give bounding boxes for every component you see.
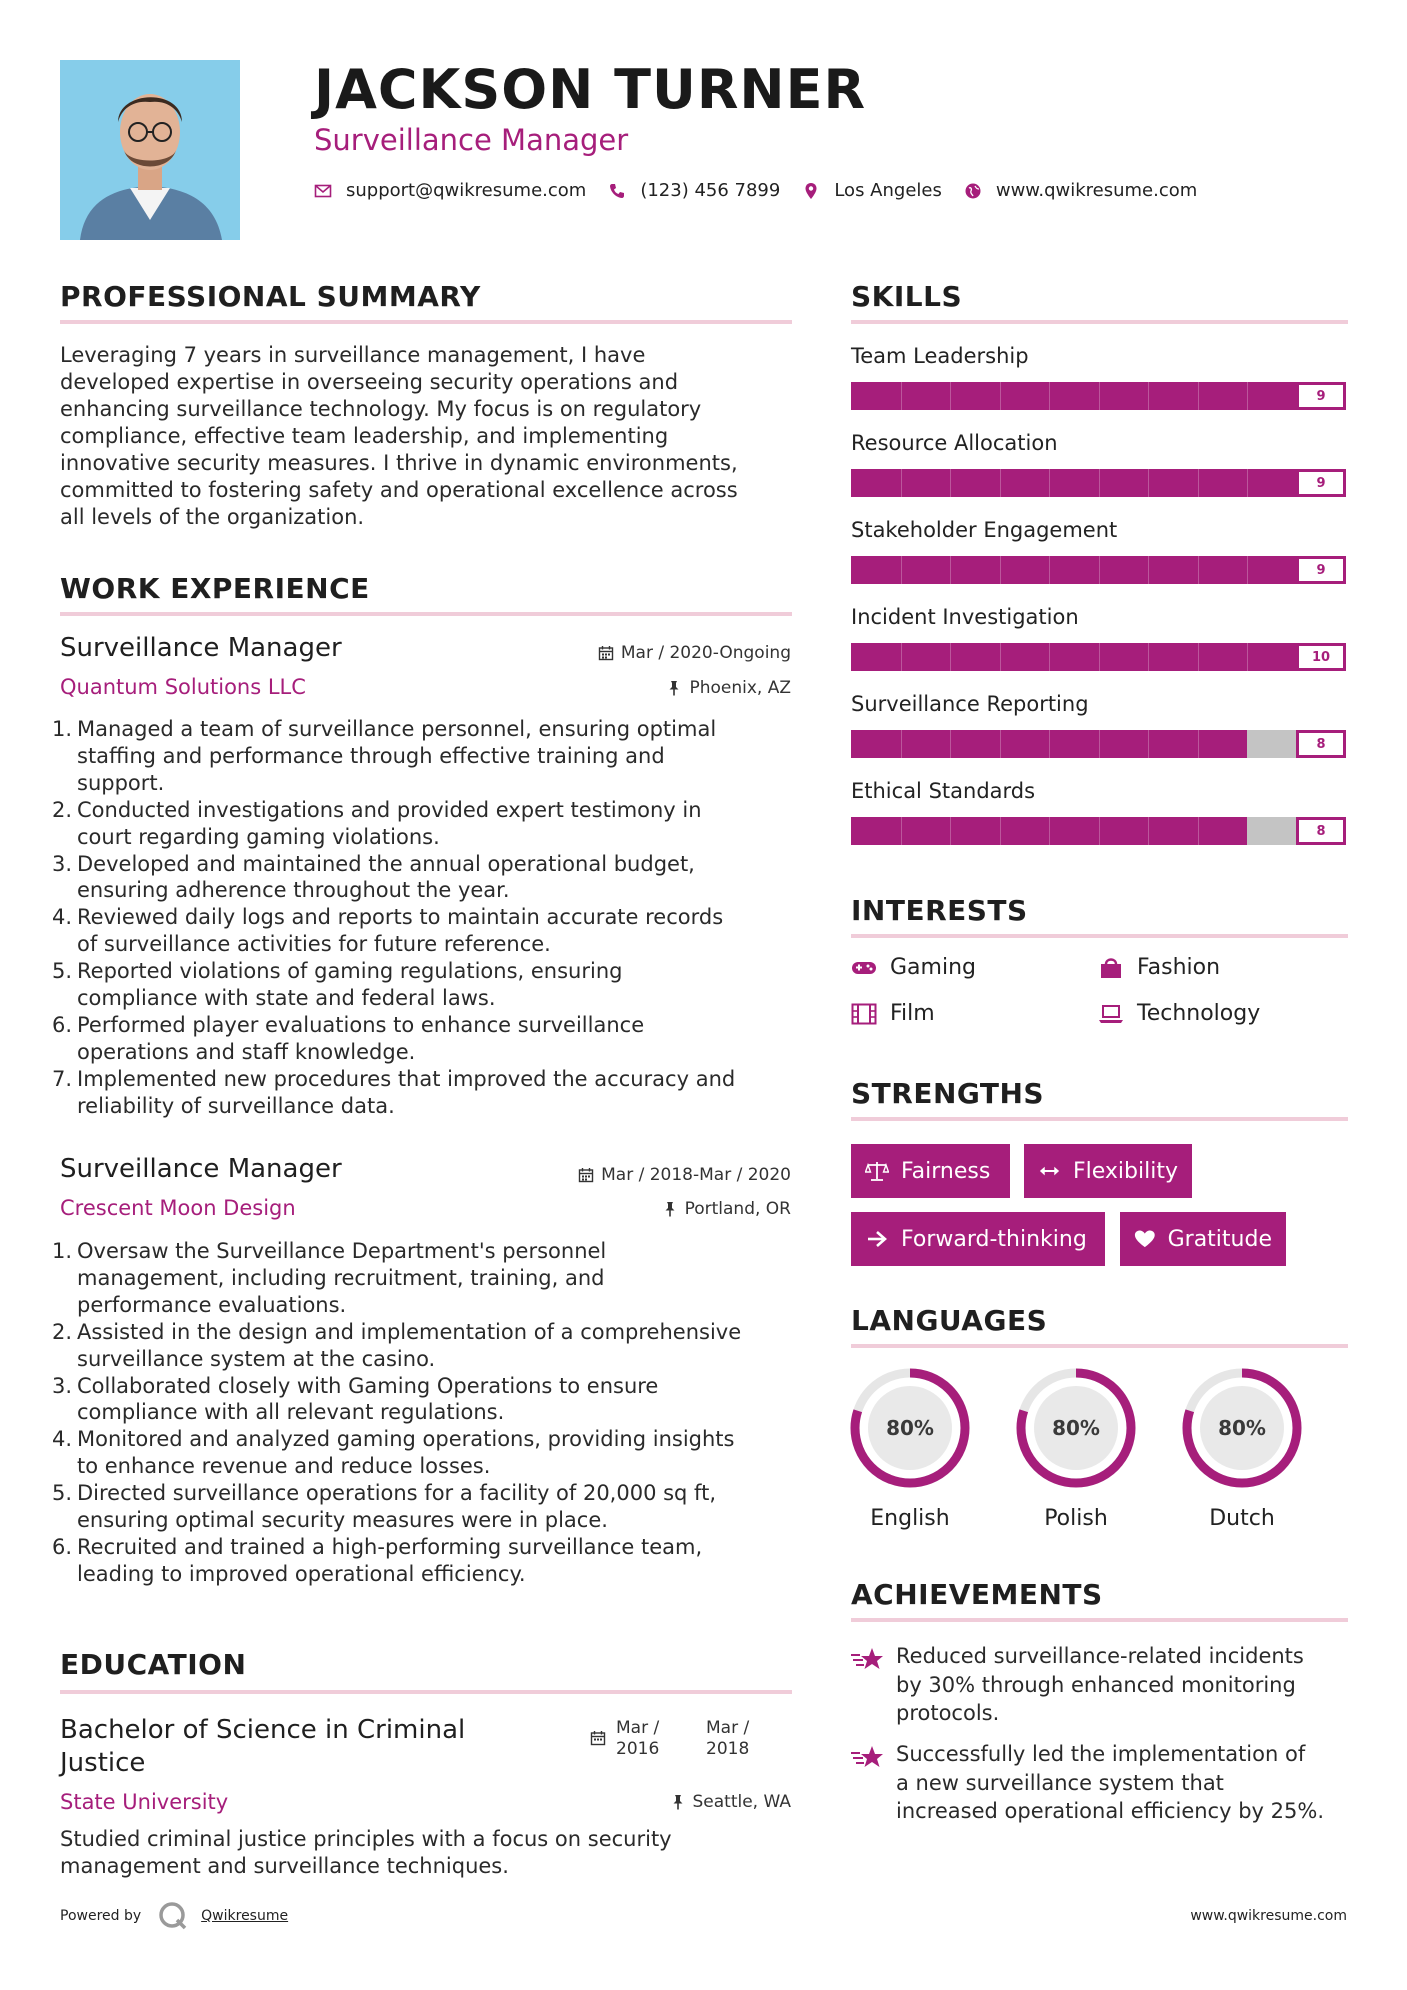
strength-label: Gratitude [1167, 1226, 1272, 1252]
language-name: Dutch [1209, 1506, 1275, 1531]
list-line: of surveillance activities for future reference. [77, 932, 551, 957]
job-dates [578, 1165, 791, 1185]
interest-item [851, 1001, 935, 1026]
company-name: Crescent Moon Design [60, 1196, 296, 1220]
interest-item [1098, 955, 1220, 980]
skill-label: Stakeholder Engagement [851, 518, 1118, 542]
list-number: 7. [52, 1066, 73, 1091]
summary-line: developed expertise in overseeing security operations and [60, 370, 679, 394]
education-dates [590, 1718, 796, 1764]
achievement-item [896, 1740, 1356, 1826]
list-line: Monitored and analyzed gaming operations, providing insights [77, 1427, 735, 1452]
date-line: Mar / [616, 1718, 660, 1738]
list-item [52, 797, 812, 851]
list-line: ensuring adherence throughout the year. [77, 878, 510, 903]
language-item [1014, 1366, 1138, 1531]
list-line: to enhance revenue and reduce losses. [77, 1454, 491, 1479]
skill-label: Team Leadership [851, 344, 1029, 368]
brand-link[interactable]: Qwikresume [201, 1908, 289, 1924]
strength-chip [851, 1212, 1105, 1266]
skill-score-badge: 8 [1296, 730, 1346, 758]
pushpin-icon [662, 1201, 678, 1217]
summary-line: all levels of the organization. [60, 505, 365, 529]
summary-heading: PROFESSIONAL SUMMARY [60, 280, 481, 313]
powered-by-text: Powered by [60, 1908, 142, 1924]
education-heading: EDUCATION [60, 1648, 247, 1681]
list-line: compliance with state and federal laws. [77, 986, 496, 1011]
list-item [52, 1066, 812, 1120]
job-title: Surveillance Manager [60, 1154, 342, 1184]
list-number: 6. [52, 1012, 73, 1037]
strengths-heading: STRENGTHS [851, 1077, 1045, 1110]
envelope-icon [314, 182, 332, 200]
summary-divider [60, 320, 792, 324]
phone-text: (123) 456 7899 [640, 180, 781, 201]
list-item [52, 716, 812, 797]
education-end-date [706, 1718, 749, 1760]
summary-line: innovative security measures. I thrive in dynamic environments, [60, 451, 738, 475]
job-location [666, 678, 791, 698]
list-line: Reported violations of gaming regulations, ensuring [77, 959, 623, 984]
strengths-divider [851, 1117, 1348, 1121]
education-location [670, 1792, 792, 1812]
job-dates-text: Mar / 2018-Mar / 2020 [601, 1165, 791, 1185]
phone-icon [608, 182, 626, 200]
skill-label: Incident Investigation [851, 605, 1079, 629]
summary-line: Leveraging 7 years in surveillance management, I have [60, 343, 646, 367]
education-start-date [616, 1718, 659, 1760]
contact-website[interactable] [964, 180, 1197, 201]
achievements-heading: ACHIEVEMENTS [851, 1578, 1103, 1611]
list-item [52, 1373, 812, 1427]
email-text: support@qwikresume.com [346, 180, 587, 201]
list-line: Managed a team of surveillance personnel, ensuring optimal [77, 717, 717, 741]
calendar-icon [590, 1730, 606, 1746]
skill-score-badge: 9 [1296, 382, 1346, 410]
qwikresume-logo-icon [157, 1900, 189, 1932]
map-pin-icon [802, 182, 820, 200]
list-line: management, including recruitment, training, and [77, 1265, 605, 1290]
list-line: ensuring optimal security measures were in place. [77, 1508, 608, 1533]
laptop-icon [1098, 1003, 1124, 1025]
list-line: court regarding gaming violations. [77, 824, 440, 849]
job-duties-list [52, 1238, 812, 1588]
strength-chip [851, 1144, 1010, 1198]
interest-label: Technology [1137, 1001, 1261, 1026]
list-line: performance evaluations. [77, 1292, 347, 1317]
website-text: www.qwikresume.com [995, 180, 1198, 201]
skill-label: Surveillance Reporting [851, 692, 1089, 716]
achievement-line: by 30% through enhanced monitoring [896, 1672, 1296, 1697]
film-icon [851, 1003, 877, 1025]
job-dates [598, 643, 791, 663]
strength-chip [1024, 1144, 1192, 1198]
list-item [52, 1238, 812, 1319]
list-line: leading to improved operational efficiency. [77, 1561, 526, 1586]
job-duties-list [52, 716, 812, 1120]
skill-label: Ethical Standards [851, 779, 1036, 803]
strength-label: Fairness [901, 1158, 991, 1184]
list-item [52, 1480, 812, 1534]
interest-label: Film [890, 1001, 935, 1026]
achievement-line: a new surveillance system that [896, 1770, 1224, 1795]
skill-bar-fill [851, 382, 1297, 410]
list-line: Reviewed daily logs and reports to maintain accurate records [77, 905, 724, 930]
interest-label: Fashion [1137, 955, 1221, 980]
summary-line: compliance, effective team leadership, and implementing [60, 424, 669, 448]
interest-item [1098, 1001, 1260, 1026]
experience-divider [60, 612, 792, 616]
degree-line: Justice [60, 1748, 146, 1778]
language-name: Polish [1044, 1506, 1108, 1531]
summary-text [60, 342, 800, 531]
balance-scale-icon [865, 1160, 889, 1182]
list-line: Oversaw the Surveillance Department's personnel [77, 1239, 607, 1263]
date-line: 2018 [706, 1739, 750, 1759]
achievement-item [896, 1642, 1356, 1728]
job-dates-text: Mar / 2020-Ongoing [620, 643, 791, 663]
skill-score-badge: 9 [1296, 556, 1346, 584]
person-portrait-image [60, 60, 240, 240]
list-item [52, 1534, 812, 1588]
list-number: 3. [52, 1373, 73, 1398]
list-number: 5. [52, 1481, 73, 1506]
job-title: Surveillance Manager [60, 633, 342, 663]
contact-email[interactable] [314, 180, 586, 201]
location-text: Los Angeles [834, 180, 942, 201]
strength-label: Flexibility [1073, 1158, 1178, 1184]
contact-location [802, 180, 942, 201]
achievements-divider [851, 1618, 1348, 1622]
pushpin-icon [666, 680, 682, 696]
languages-heading: LANGUAGES [851, 1304, 1048, 1337]
list-item [52, 904, 812, 958]
list-line: support. [77, 770, 165, 795]
education-divider [60, 1690, 792, 1694]
date-line: Mar / [706, 1718, 750, 1738]
degree-title [60, 1714, 465, 1780]
contact-phone[interactable] [608, 180, 780, 201]
list-number: 6. [52, 1534, 73, 1559]
skill-score-badge: 9 [1296, 469, 1346, 497]
list-line: compliance with all relevant regulations. [77, 1400, 505, 1425]
school-name: State University [60, 1790, 229, 1814]
language-percent: 80% [886, 1416, 934, 1440]
language-name: English [870, 1506, 950, 1531]
interest-label: Gaming [890, 955, 976, 980]
list-item [52, 958, 812, 1012]
globe-icon [964, 182, 982, 200]
list-line: Performed player evaluations to enhance surveillance [77, 1012, 645, 1037]
list-line: Assisted in the design and implementation of a comprehensive [77, 1319, 742, 1344]
achievement-line: increased operational efficiency by 25%. [896, 1799, 1324, 1823]
list-line: Implemented new procedures that improved the accuracy and [77, 1066, 736, 1091]
profile-photo [60, 60, 240, 240]
description-line: management and surveillance techniques. [60, 1854, 509, 1878]
list-number: 5. [52, 959, 73, 984]
languages-divider [851, 1344, 1348, 1348]
education-location-text: Seattle, WA [692, 1792, 791, 1812]
skill-bar-fill [851, 643, 1346, 671]
list-line: Recruited and trained a high-performing surveillance team, [77, 1534, 703, 1559]
skill-bar-fill [851, 730, 1247, 758]
shooting-star-icon [850, 1743, 884, 1771]
language-item [1180, 1366, 1304, 1531]
achievement-line: protocols. [896, 1701, 1000, 1725]
list-line: Directed surveillance operations for a facility of 20,000 sq ft, [77, 1481, 716, 1506]
list-line: Developed and maintained the annual operational budget, [77, 851, 695, 876]
job-location-text: Portland, OR [684, 1199, 791, 1219]
list-item [52, 851, 812, 905]
arrows-horizontal-icon [1038, 1160, 1061, 1182]
calendar-icon [578, 1167, 594, 1183]
description-line: Studied criminal justice principles with a focus on security [60, 1827, 672, 1851]
achievement-line: Successfully led the implementation of [896, 1742, 1306, 1766]
achievement-line: Reduced surveillance-related incidents [896, 1644, 1304, 1668]
list-number: 2. [52, 1319, 73, 1344]
skill-bar-fill [851, 469, 1297, 497]
company-name: Quantum Solutions LLC [60, 675, 306, 699]
skill-score-badge: 8 [1296, 817, 1346, 845]
list-item [52, 1319, 812, 1373]
list-number: 1. [52, 1239, 73, 1263]
shopping-bag-icon [1098, 957, 1124, 979]
language-item [848, 1366, 972, 1531]
skill-label: Resource Allocation [851, 431, 1058, 455]
list-number: 4. [52, 905, 73, 930]
summary-line: enhancing surveillance technology. My focus is on regulatory [60, 397, 702, 421]
strength-label: Forward-thinking [901, 1226, 1087, 1252]
skill-score-badge: 10 [1296, 643, 1346, 671]
list-item [52, 1012, 812, 1066]
strength-chip [1120, 1212, 1286, 1266]
language-percent: 80% [1052, 1416, 1100, 1440]
candidate-name: JACKSON TURNER [314, 58, 867, 121]
experience-heading: WORK EXPERIENCE [60, 572, 370, 605]
list-line: Collaborated closely with Gaming Operations to ensure [77, 1373, 659, 1398]
list-number: 2. [52, 797, 73, 822]
summary-line: committed to fostering safety and operational excellence across [60, 478, 738, 502]
list-number: 1. [52, 717, 73, 741]
job-location-text: Phoenix, AZ [689, 678, 791, 698]
skills-heading: SKILLS [851, 280, 963, 313]
contact-bar [314, 180, 1219, 201]
arrow-right-icon [865, 1228, 889, 1250]
date-line: 2016 [616, 1739, 660, 1759]
list-number: 4. [52, 1427, 73, 1452]
interests-divider [851, 934, 1348, 938]
footer-website[interactable]: www.qwikresume.com [1190, 1908, 1347, 1924]
interest-item [851, 955, 976, 980]
footer-powered-by [60, 1900, 288, 1932]
language-percent: 80% [1218, 1416, 1266, 1440]
heart-icon [1134, 1228, 1156, 1250]
skills-divider [851, 320, 1348, 324]
list-line: operations and staff knowledge. [77, 1039, 416, 1064]
gamepad-icon [851, 957, 877, 979]
degree-line: Bachelor of Science in Criminal [60, 1715, 466, 1745]
job-location [662, 1199, 791, 1219]
interests-heading: INTERESTS [851, 894, 1028, 927]
list-line: surveillance system at the casino. [77, 1346, 436, 1371]
calendar-icon [598, 645, 614, 661]
education-description [60, 1826, 800, 1880]
pushpin-icon [670, 1794, 686, 1810]
candidate-role: Surveillance Manager [314, 123, 629, 157]
list-line: reliability of surveillance data. [77, 1093, 395, 1118]
shooting-star-icon [850, 1645, 884, 1673]
skill-bar-fill [851, 556, 1297, 584]
skill-bar-fill [851, 817, 1247, 845]
list-line: staffing and performance through effective training and [77, 743, 665, 768]
list-item [52, 1426, 812, 1480]
list-number: 3. [52, 851, 73, 876]
list-line: Conducted investigations and provided expert testimony in [77, 797, 702, 822]
